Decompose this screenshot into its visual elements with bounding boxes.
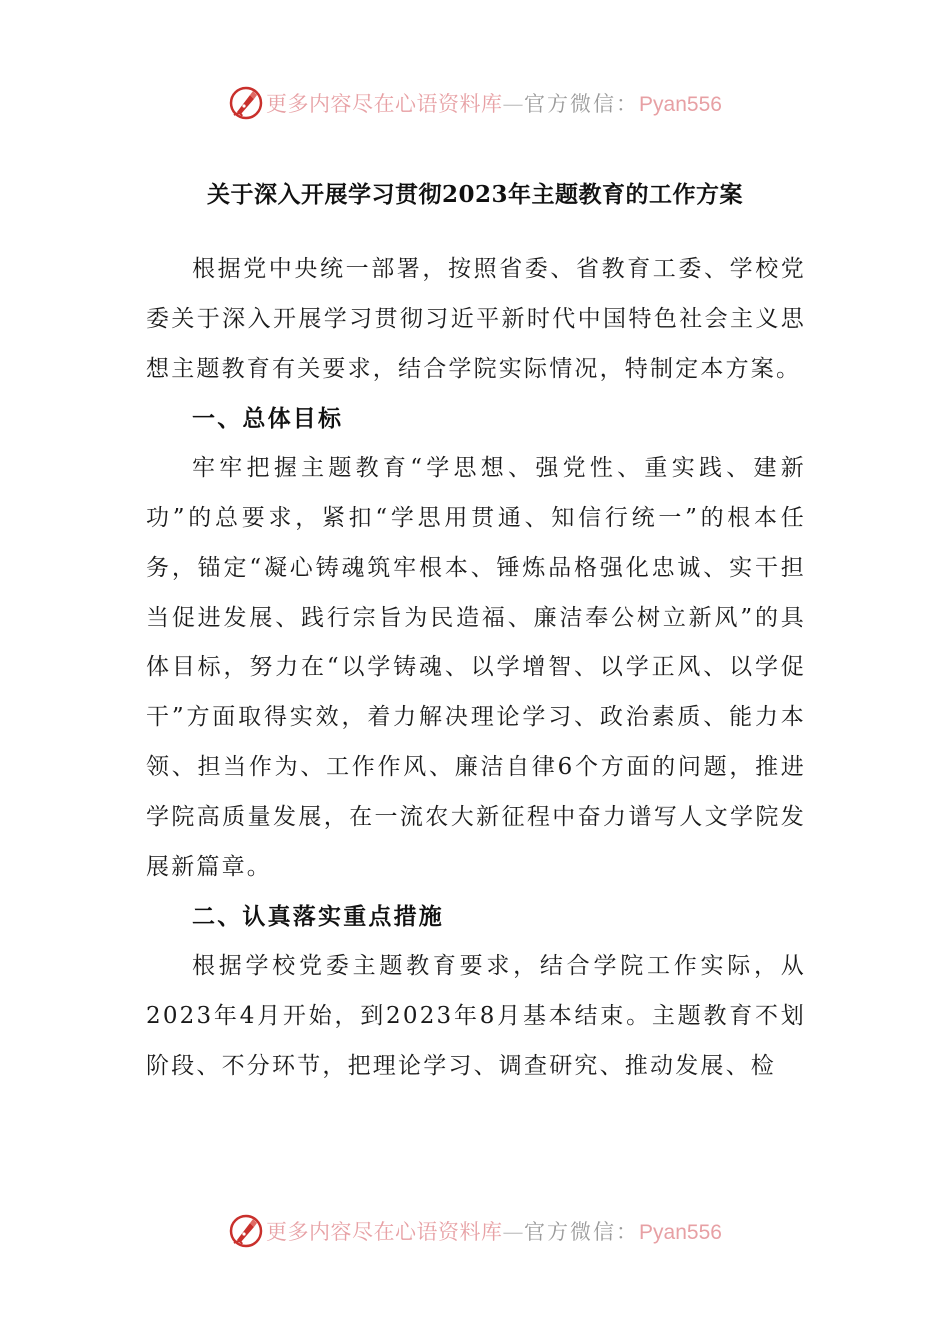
banner-wechat-id: Pyan556 xyxy=(639,1221,722,1244)
pen-nib-logo-icon xyxy=(228,85,264,121)
section-heading-2: 二、认真落实重点措施 xyxy=(192,903,444,931)
section-paragraph-2: 根据学校党委主题教育要求，结合学院工作实际，从2023年4月开始，到2023年8月基本结束。主题教育不划阶段、不分环节，把理论学习、调查研究、推动发展、检 xyxy=(146,953,806,1079)
banner-separator: — xyxy=(502,92,525,116)
intro-paragraph: 根据党中央统一部署，按照省委、省教育工委、学校党委关于深入开展学习贯彻习近平新时代中国特色社会主义思想主题教育有关要求，结合学院实际情况，特制定本方案。 xyxy=(146,256,806,382)
section-paragraph-1: 牢牢把握主题教育“学思想、强党性、重实践、建新功”的总要求，紧扣“学思用贯通、知信行统一”的根本任务，锚定“凝心铸魂筑牢根本、锤炼品格强化忠诚、实干担当促进发展、践行宗旨为民造福、廉洁奉公树立新风”的具体目标，努力在“以学铸魂、以学增智、以学正风、以学促干”方面取得实效，着力解决理论学习、政治素质、能力本领、担当作为、工作作风、廉洁自律6个方面的问题，推进学院高质量发展，在一流农大新征程中奋力谱写人文学院发展新篇章。 xyxy=(146,455,806,880)
banner-slogan: 更多内容尽在心语资料库 xyxy=(266,92,503,116)
banner-slogan: 更多内容尽在心语资料库 xyxy=(266,1220,503,1244)
pen-nib-logo-icon xyxy=(228,1213,264,1249)
banner-wechat-id: Pyan556 xyxy=(639,93,722,116)
banner-text xyxy=(266,1216,722,1246)
footer-watermark-banner xyxy=(0,1211,950,1251)
section-heading-1: 一、总体目标 xyxy=(192,405,344,433)
banner-wechat-label: 官方微信： xyxy=(524,92,640,116)
document-title: 关于深入开展学习贯彻2023年主题教育的工作方案 xyxy=(206,181,743,208)
header-watermark-banner xyxy=(0,83,950,123)
document-body xyxy=(146,245,806,1092)
banner-separator: — xyxy=(502,1220,525,1244)
banner-wechat-label: 官方微信： xyxy=(524,1220,640,1244)
banner-text xyxy=(266,88,722,118)
